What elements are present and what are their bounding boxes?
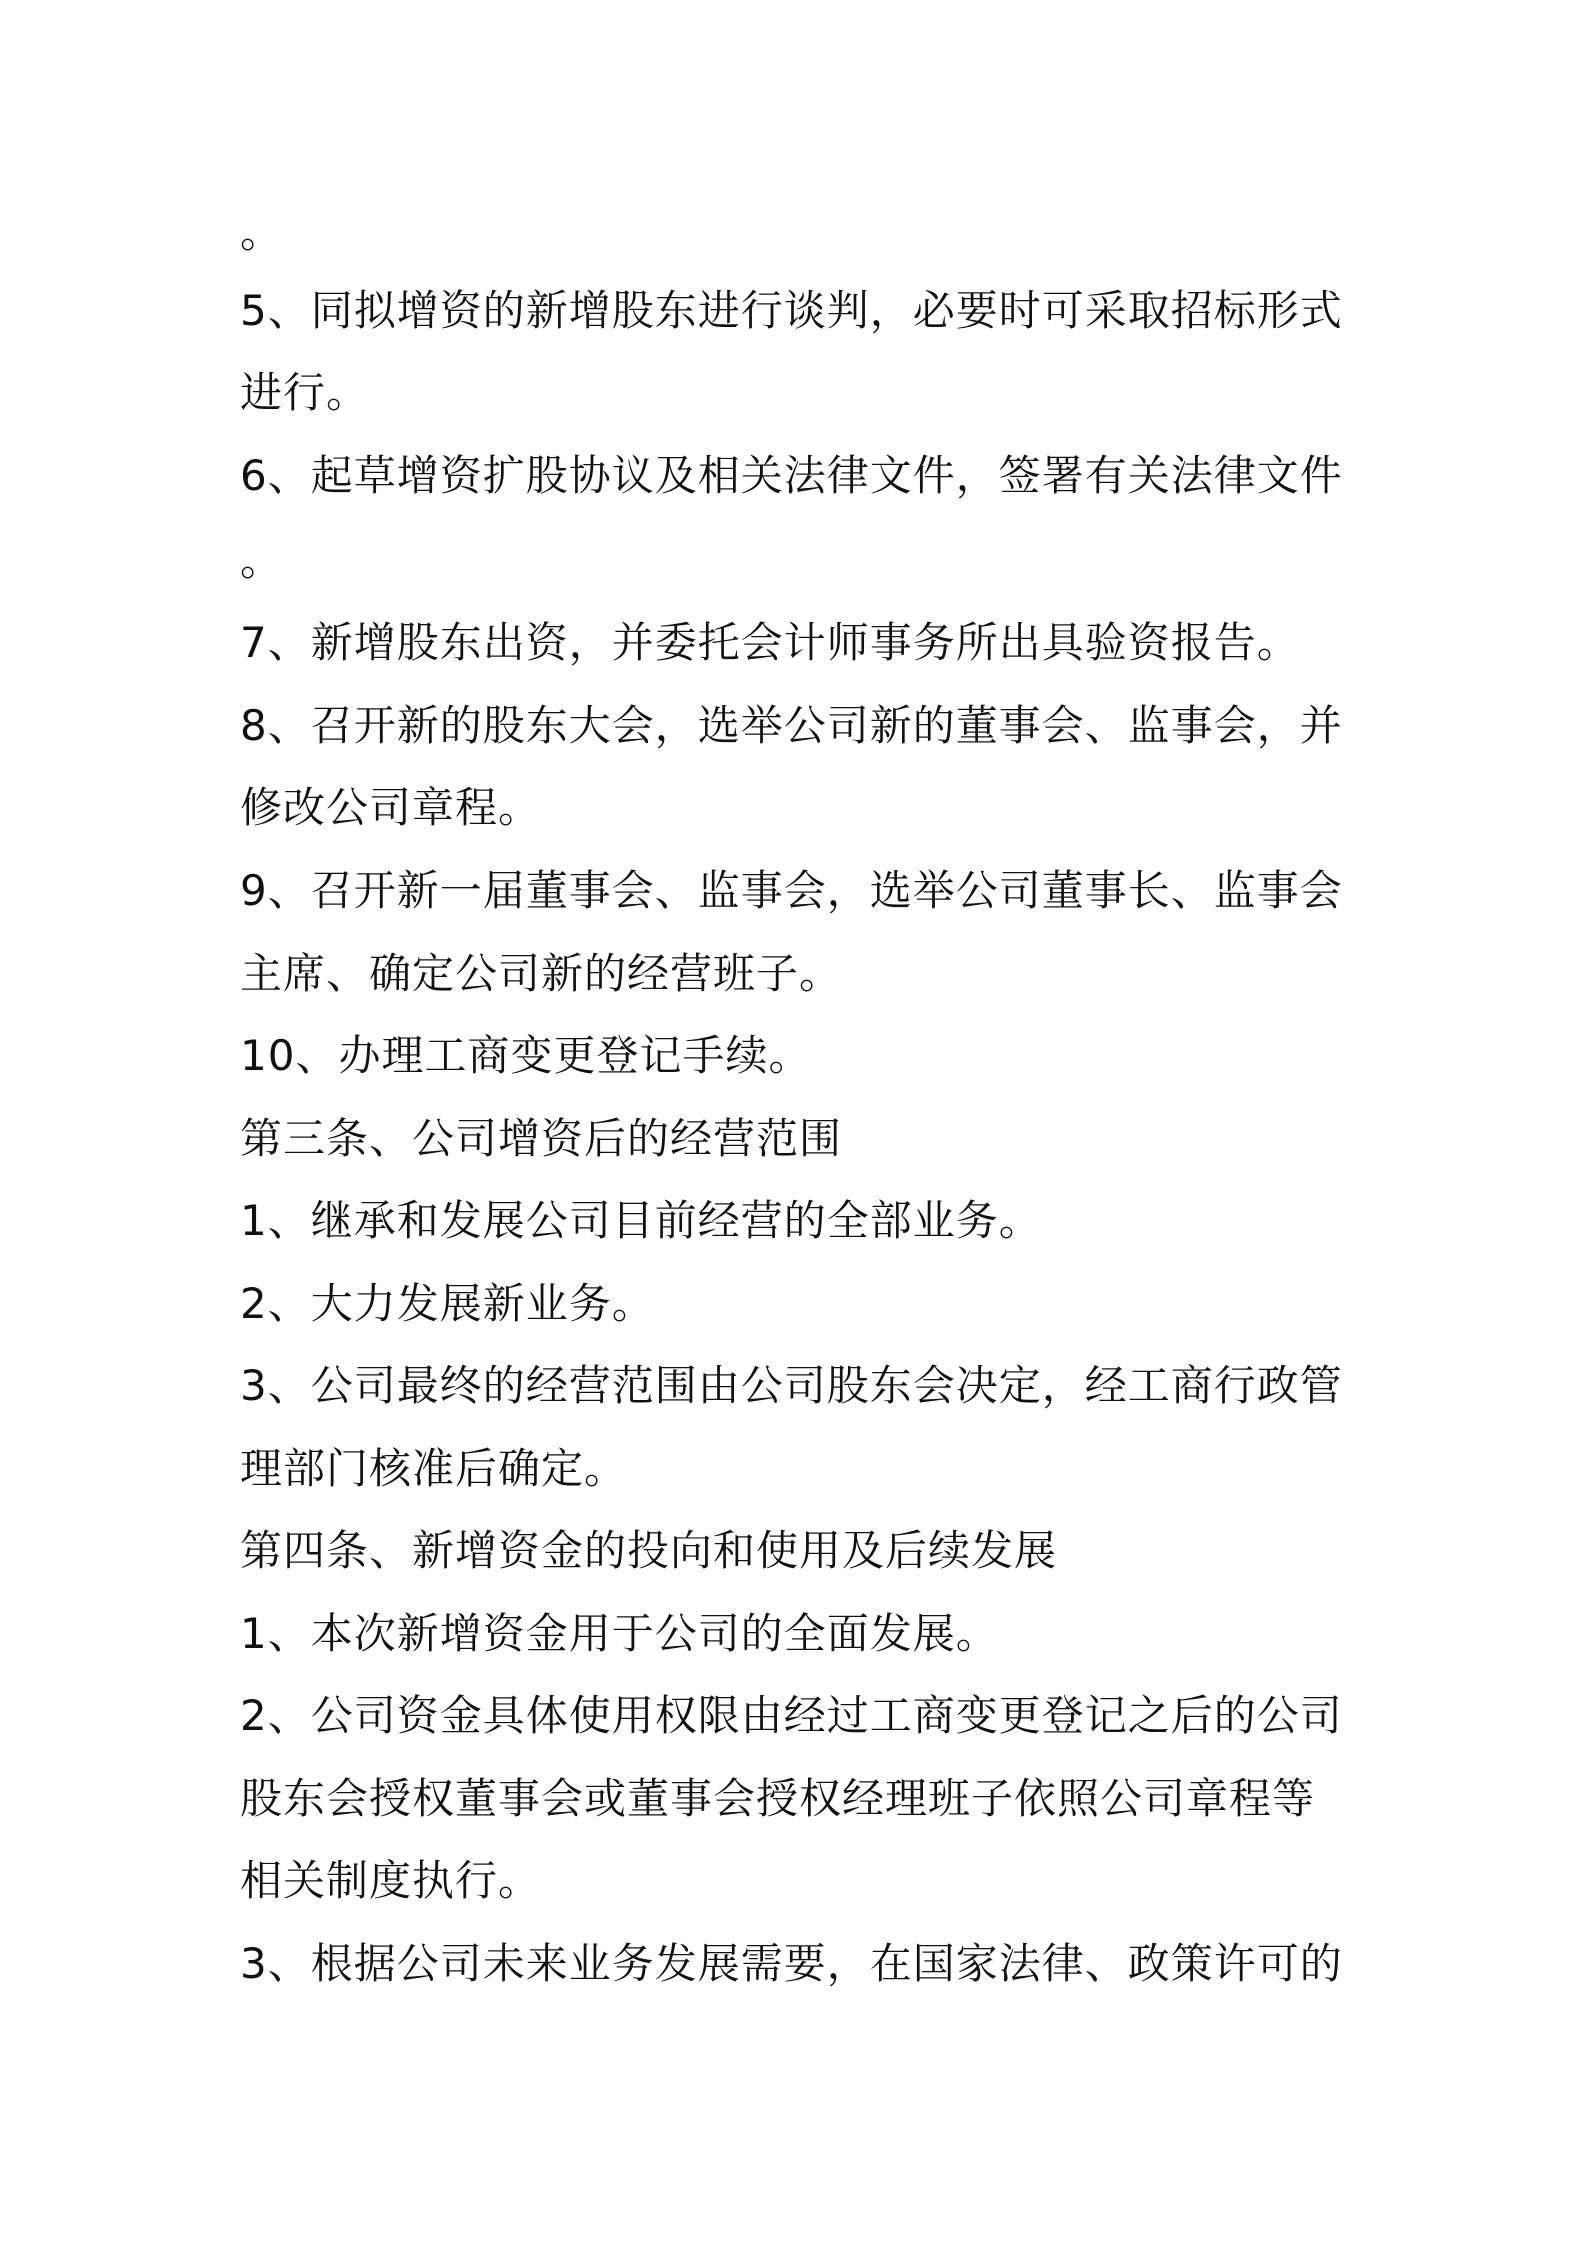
text-line-item-5: 5、同拟增资的新增股东进行谈判，必要时可采取招标形式: [240, 286, 1343, 335]
text-line-item-9: 9、召开新一届董事会、监事会，选举公司董事长、监事会: [240, 866, 1343, 915]
text-line-item-5-cont: 进行。: [240, 368, 370, 417]
text-line-item-7: 7、新增股东出资，并委托会计师事务所出具验资报告。: [240, 618, 1300, 667]
text-line-continuation: 。: [240, 208, 284, 257]
text-line-s3-item-3: 3、公司最终的经营范围由公司股东会决定，经工商行政管: [240, 1361, 1343, 1410]
text-line-item-8-cont: 修改公司章程。: [240, 783, 542, 832]
text-line-s3-item-3-cont: 理部门核准后确定。: [240, 1444, 628, 1493]
text-line-s3-item-1: 1、继承和发展公司目前经营的全部业务。: [240, 1196, 1042, 1245]
text-line-item-6: 6、起草增资扩股协议及相关法律文件，签署有关法律文件: [240, 451, 1343, 500]
text-line-s4-item-2: 2、公司资金具体使用权限由经过工商变更登记之后的公司: [240, 1691, 1343, 1740]
text-line-s4-item-2-cont-2: 相关制度执行。: [240, 1856, 542, 1905]
section-heading-3: 第三条、公司增资后的经营范围: [240, 1114, 843, 1163]
text-line-s4-item-1: 1、本次新增资金用于公司的全面发展。: [240, 1609, 999, 1658]
text-line-s4-item-2-cont-1: 股东会授权董事会或董事会授权经理班子依照公司章程等: [240, 1774, 1316, 1823]
text-line-s4-item-3: 3、根据公司未来业务发展需要，在国家法律、政策许可的: [240, 1939, 1343, 1988]
section-heading-4: 第四条、新增资金的投向和使用及后续发展: [240, 1526, 1058, 1575]
text-line-item-6-cont: 。: [240, 536, 284, 585]
text-line-s3-item-2: 2、大力发展新业务。: [240, 1279, 655, 1328]
text-line-item-9-cont: 主席、确定公司新的经营班子。: [240, 949, 843, 998]
text-line-item-8: 8、召开新的股东大会，选举公司新的董事会、监事会，并: [240, 701, 1343, 750]
text-line-item-10: 10、办理工商变更登记手续。: [240, 1031, 812, 1080]
